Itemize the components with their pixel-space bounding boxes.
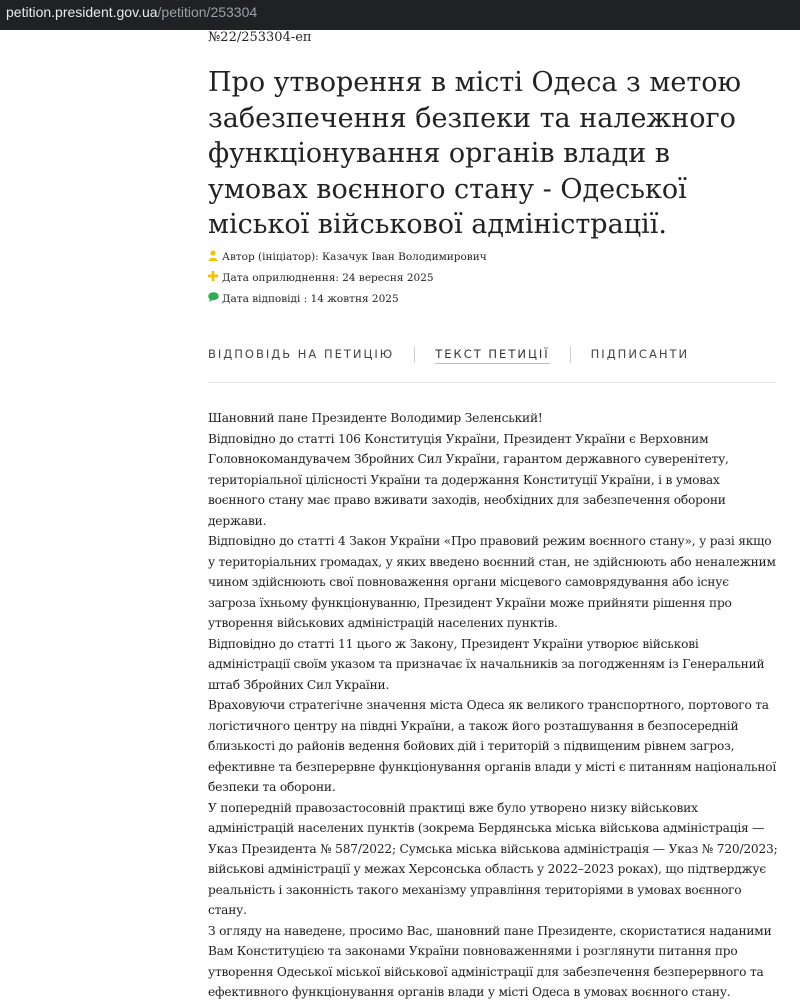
published-row: [208, 271, 768, 292]
tab-divider: [414, 347, 415, 363]
tab-divider: [570, 347, 571, 363]
answered-text: Дата відповіді : 14 жовтня 2025: [222, 293, 399, 305]
tabs-divider: [208, 382, 776, 383]
tab-answer[interactable]: ВІДПОВІДЬ НА ПЕТИЦІЮ: [208, 347, 395, 361]
author-text: Автор (ініціатор): Казачук Іван Володимирович: [222, 251, 487, 263]
petition-meta: [208, 250, 768, 313]
tab-signatories[interactable]: ПІДПИСАНТИ: [590, 347, 690, 361]
plus-icon: [208, 271, 222, 285]
body-paragraph: Відповідно до статті 11 цього ж Закону, Президент України утворює військові адміністрації своїм указом та призначає їх начальників за погодженням із Генеральний штаб Збройних Сил України.: [208, 636, 765, 692]
body-paragraph: З огляду на наведене, просимо Вас, шановний пане Президенте, скористатися наданими Вам Конституцією та законами України повноваженнями і розглянути питання про утворення Одеської міської військової адміністрації для забезпечення безперервного та ефективного функціонування органів влади у місті Одеса в умовах воєнного стану.: [208, 923, 772, 999]
petition-number: №22/253304-еп: [208, 30, 312, 45]
petition-tabs: [208, 347, 776, 364]
url-host: petition.president.gov.ua: [6, 4, 158, 20]
answered-row: [208, 292, 768, 313]
tab-petition-text[interactable]: ТЕКСТ ПЕТИЦІЇ: [435, 347, 549, 364]
body-paragraph: Відповідно до статті 4 Закон України «Про правовий режим воєнного стану», у разі якщо у територіальних громадах, у яких введено воєнний стан, не здійснюють або неналежним чином здійснюють свої повноваження органи місцевого самоврядування або існує загроза їхньому функціонуванню, Президент України може прийняти рішення про утворення військових адміністрацій населених пунктів.: [208, 534, 776, 630]
body-paragraph: Відповідно до статті 106 Конституція України, Президент України є Верховним Головнокомандувачем Збройних Сил України, гарантом державного суверенітету, територіальної цілісності України та додержання Конституції України, і в умовах воєнного стану має право вживати заходів, необхідних для забезпечення оборони держави.: [208, 431, 729, 528]
body-paragraph: У попередній правозастосовній практиці вже було утворено низку військових адміністрацій населених пунктів (зокрема Бердянська міська військова адміністрація — Указ Президента № 587/2022; Сумська міська військова адміністрація — Указ № 720/2023; військові адміністрації у межах Херсонська область у 2022–2023 роках), що підтверджує реальність і законність такого механізму управління територіями в умовах воєнного стану.: [208, 800, 778, 917]
author-row: [208, 250, 768, 271]
published-text: Дата оприлюднення: 24 вересня 2025: [222, 272, 434, 284]
body-paragraph: Шановний пане Президенте Володимир Зеленський!: [208, 411, 543, 425]
petition-body: [208, 408, 780, 1003]
url-path: /petition/253304: [157, 4, 258, 20]
address-bar[interactable]: [0, 0, 800, 30]
speech-bubble-icon: [208, 292, 222, 306]
body-paragraph: Враховуючи стратегічне значення міста Одеса як великого транспортного, портового та логістичного центру на півдні України, а також його розташування в безпосередній близькості до районів ведення бойових дій і територій з підвищеним рівнем загроз, ефективне та безперервне функціонування органів влади у місті є питанням національної безпеки та оборони.: [208, 698, 777, 794]
petition-title: Про утворення в місті Одеса з метою забезпечення безпеки та належного функціонування органів влади в умовах воєнного стану - Одеської міської військової адміністрації.: [208, 67, 742, 240]
person-icon: [208, 250, 222, 265]
